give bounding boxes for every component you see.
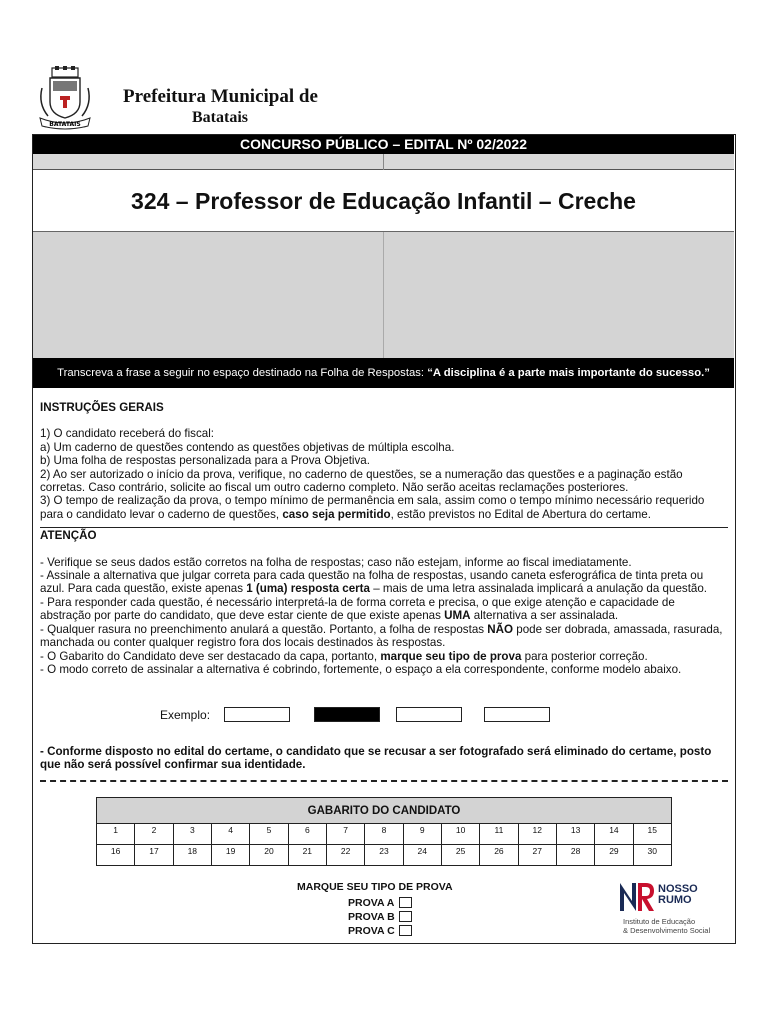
gabarito-cell[interactable]: 29 — [595, 845, 633, 866]
instrucoes-title: INSTRUÇÕES GERAIS — [40, 401, 164, 414]
photo-warning: - Conforme disposto no edital do certame, o candidato que se recusar a ser fotografado será eliminado do certame, posto que não será possível confirmar sua identidade. — [40, 745, 712, 772]
prova-a-checkbox[interactable] — [399, 897, 412, 908]
example-box-empty — [484, 707, 550, 722]
gabarito-cell[interactable]: 10 — [442, 824, 480, 844]
phrase-quote: “A disciplina é a parte mais importante do sucesso.” — [427, 367, 710, 379]
gabarito-cell[interactable]: 26 — [480, 845, 518, 866]
nosso-rumo-logo — [618, 879, 738, 939]
instrucao-1: 1) O candidato receberá do fiscal: — [40, 427, 215, 441]
gabarito-cell[interactable]: 28 — [557, 845, 595, 866]
gabarito-cell[interactable]: 19 — [212, 845, 250, 866]
logo-subtitle-line1: Instituto de Educação — [623, 917, 696, 926]
gabarito-cell[interactable]: 7 — [327, 824, 365, 844]
gabarito-cell[interactable]: 3 — [174, 824, 212, 844]
page-subtitle-city: Batatais — [192, 109, 248, 126]
logo-brand-line2: RUMO — [658, 894, 692, 906]
gabarito-cell[interactable]: 20 — [250, 845, 288, 866]
marking-example — [160, 707, 680, 723]
gabarito-cell[interactable]: 25 — [442, 845, 480, 866]
instrucao-2: 2) Ao ser autorizado o início da prova, verifique, no caderno de questões, se a numeração das questões e a paginação estão corretas. Caso contrário, solicite ao fiscal um outro caderno completo. Não serão aceitas reclamações posteriores. — [40, 467, 683, 495]
phrase-intro: Transcreva a frase a seguir no espaço destinado na Folha de Respostas: — [57, 367, 428, 379]
gabarito-cell[interactable]: 12 — [519, 824, 557, 844]
atencao-item-4: - Qualquer rasura no preenchimento anulará a questão. Portanto, a folha de respostas NÃO pode ser dobrada, amassada, rasurada, manchada ou conter qualquer registro fora dos locais destinados às respostas. — [40, 622, 723, 650]
prova-b-checkbox[interactable] — [399, 911, 412, 922]
prova-c-checkbox[interactable] — [399, 925, 412, 936]
section-divider — [40, 527, 728, 528]
gabarito-row — [97, 845, 671, 866]
instrucao-3: 3) O tempo de realização da prova, o tempo mínimo de permanência em sala, assim como o tempo mínimo necessário requerido para o candidato levar o caderno de questões, caso seja permitido, estão previstos no Edital de Abertura do certame. — [40, 494, 705, 521]
gabarito-cell[interactable]: 15 — [647, 825, 657, 835]
gabarito-cell[interactable]: 9 — [404, 824, 442, 844]
gabarito-table — [96, 797, 672, 866]
candidate-info-area — [33, 232, 734, 358]
gabarito-cell[interactable]: 1 — [97, 824, 135, 844]
gabarito-cell[interactable]: 27 — [519, 845, 557, 866]
gabarito-cell[interactable]: 22 — [327, 845, 365, 866]
tipo-prova-title: MARQUE SEU TIPO DE PROVA — [297, 881, 453, 893]
gabarito-cell[interactable]: 11 — [480, 824, 518, 844]
concurso-bar: CONCURSO PÚBLICO – EDITAL Nº 02/2022 — [33, 135, 734, 154]
instructions-content — [40, 401, 728, 676]
gabarito-cell[interactable]: 17 — [135, 845, 173, 866]
nr-logo-icon — [618, 879, 656, 913]
gabarito-cell[interactable]: 14 — [595, 824, 633, 844]
cut-line — [40, 780, 728, 782]
atencao-title: ATENÇÃO — [40, 529, 97, 543]
atencao-item-2: - Assinale a alternativa que julgar correta para cada questão na folha de respostas, usando caneta esferográfica de tinta preta ou azul. Para cada questão, existe apenas 1 (uma) resposta certa – mais de uma letra assinalada implicará a anulação da questão. — [40, 569, 708, 596]
crest-label: BATATAIS — [49, 121, 81, 128]
exam-cover-frame — [32, 134, 736, 944]
example-box-empty — [396, 707, 462, 722]
prova-c-option[interactable]: PROVA C — [348, 925, 395, 937]
atencao-item-6: - O modo correto de assinalar a alternativa é cobrindo, fortemente, o espaço a ela correspondente, conforme modelo abaixo. — [40, 662, 682, 676]
atencao-item-3: - Para responder cada questão, é necessário interpretá-la de forma correta e precisa, o que exige atenção e capacidade de abstração por parte do candidato, que deve estar ciente de que existe apenas UMA alternativa a ser assinalada. — [40, 595, 675, 623]
gabarito-cell[interactable]: 13 — [557, 824, 595, 844]
gabarito-cell[interactable]: 8 — [365, 824, 403, 844]
logo-brand-line1: NOSSO — [658, 883, 698, 895]
batatais-crest-icon — [36, 66, 94, 130]
page-header — [36, 66, 736, 132]
gabarito-cell[interactable]: 30 — [647, 846, 657, 856]
gabarito-cell[interactable]: 6 — [289, 824, 327, 844]
gabarito-cell[interactable]: 2 — [135, 824, 173, 844]
gabarito-cell[interactable]: 16 — [97, 845, 135, 866]
gray-strip — [33, 154, 734, 170]
logo-subtitle-line2: & Desenvolvimento Social — [623, 926, 711, 935]
instrucao-1a: a) Um caderno de questões contendo as questões objetivas de múltipla escolha. — [40, 440, 455, 454]
gabarito-cell[interactable]: 18 — [174, 845, 212, 866]
gabarito-cell[interactable]: 24 — [404, 845, 442, 866]
prova-b-option[interactable]: PROVA B — [348, 911, 395, 923]
atencao-item-5: - O Gabarito do Candidato deve ser destacado da capa, portanto, marque seu tipo de prova para posterior correção. — [40, 649, 648, 663]
prova-a-option[interactable]: PROVA A — [348, 897, 394, 909]
gabarito-cell[interactable]: 23 — [365, 845, 403, 866]
page-title: Prefeitura Municipal de — [123, 86, 318, 107]
gabarito-cell[interactable]: 5 — [250, 824, 288, 844]
gabarito-title: GABARITO DO CANDIDATO — [97, 798, 671, 824]
example-box-filled — [314, 707, 380, 722]
cargo-title: 324 – Professor de Educação Infantil – Creche — [33, 170, 734, 232]
instrucao-1b: b) Uma folha de respostas personalizada para a Prova Objetiva. — [40, 454, 370, 468]
gabarito-row — [97, 824, 671, 845]
atencao-item-1: - Verifique se seus dados estão corretos na folha de respostas; caso não estejam, informe ao fiscal imediatamente. — [40, 555, 632, 569]
gabarito-cell[interactable]: 4 — [212, 824, 250, 844]
example-box-empty — [224, 707, 290, 722]
exemplo-label: Exemplo: — [160, 708, 211, 722]
gabarito-cell[interactable]: 21 — [289, 845, 327, 866]
phrase-bar — [33, 358, 734, 388]
